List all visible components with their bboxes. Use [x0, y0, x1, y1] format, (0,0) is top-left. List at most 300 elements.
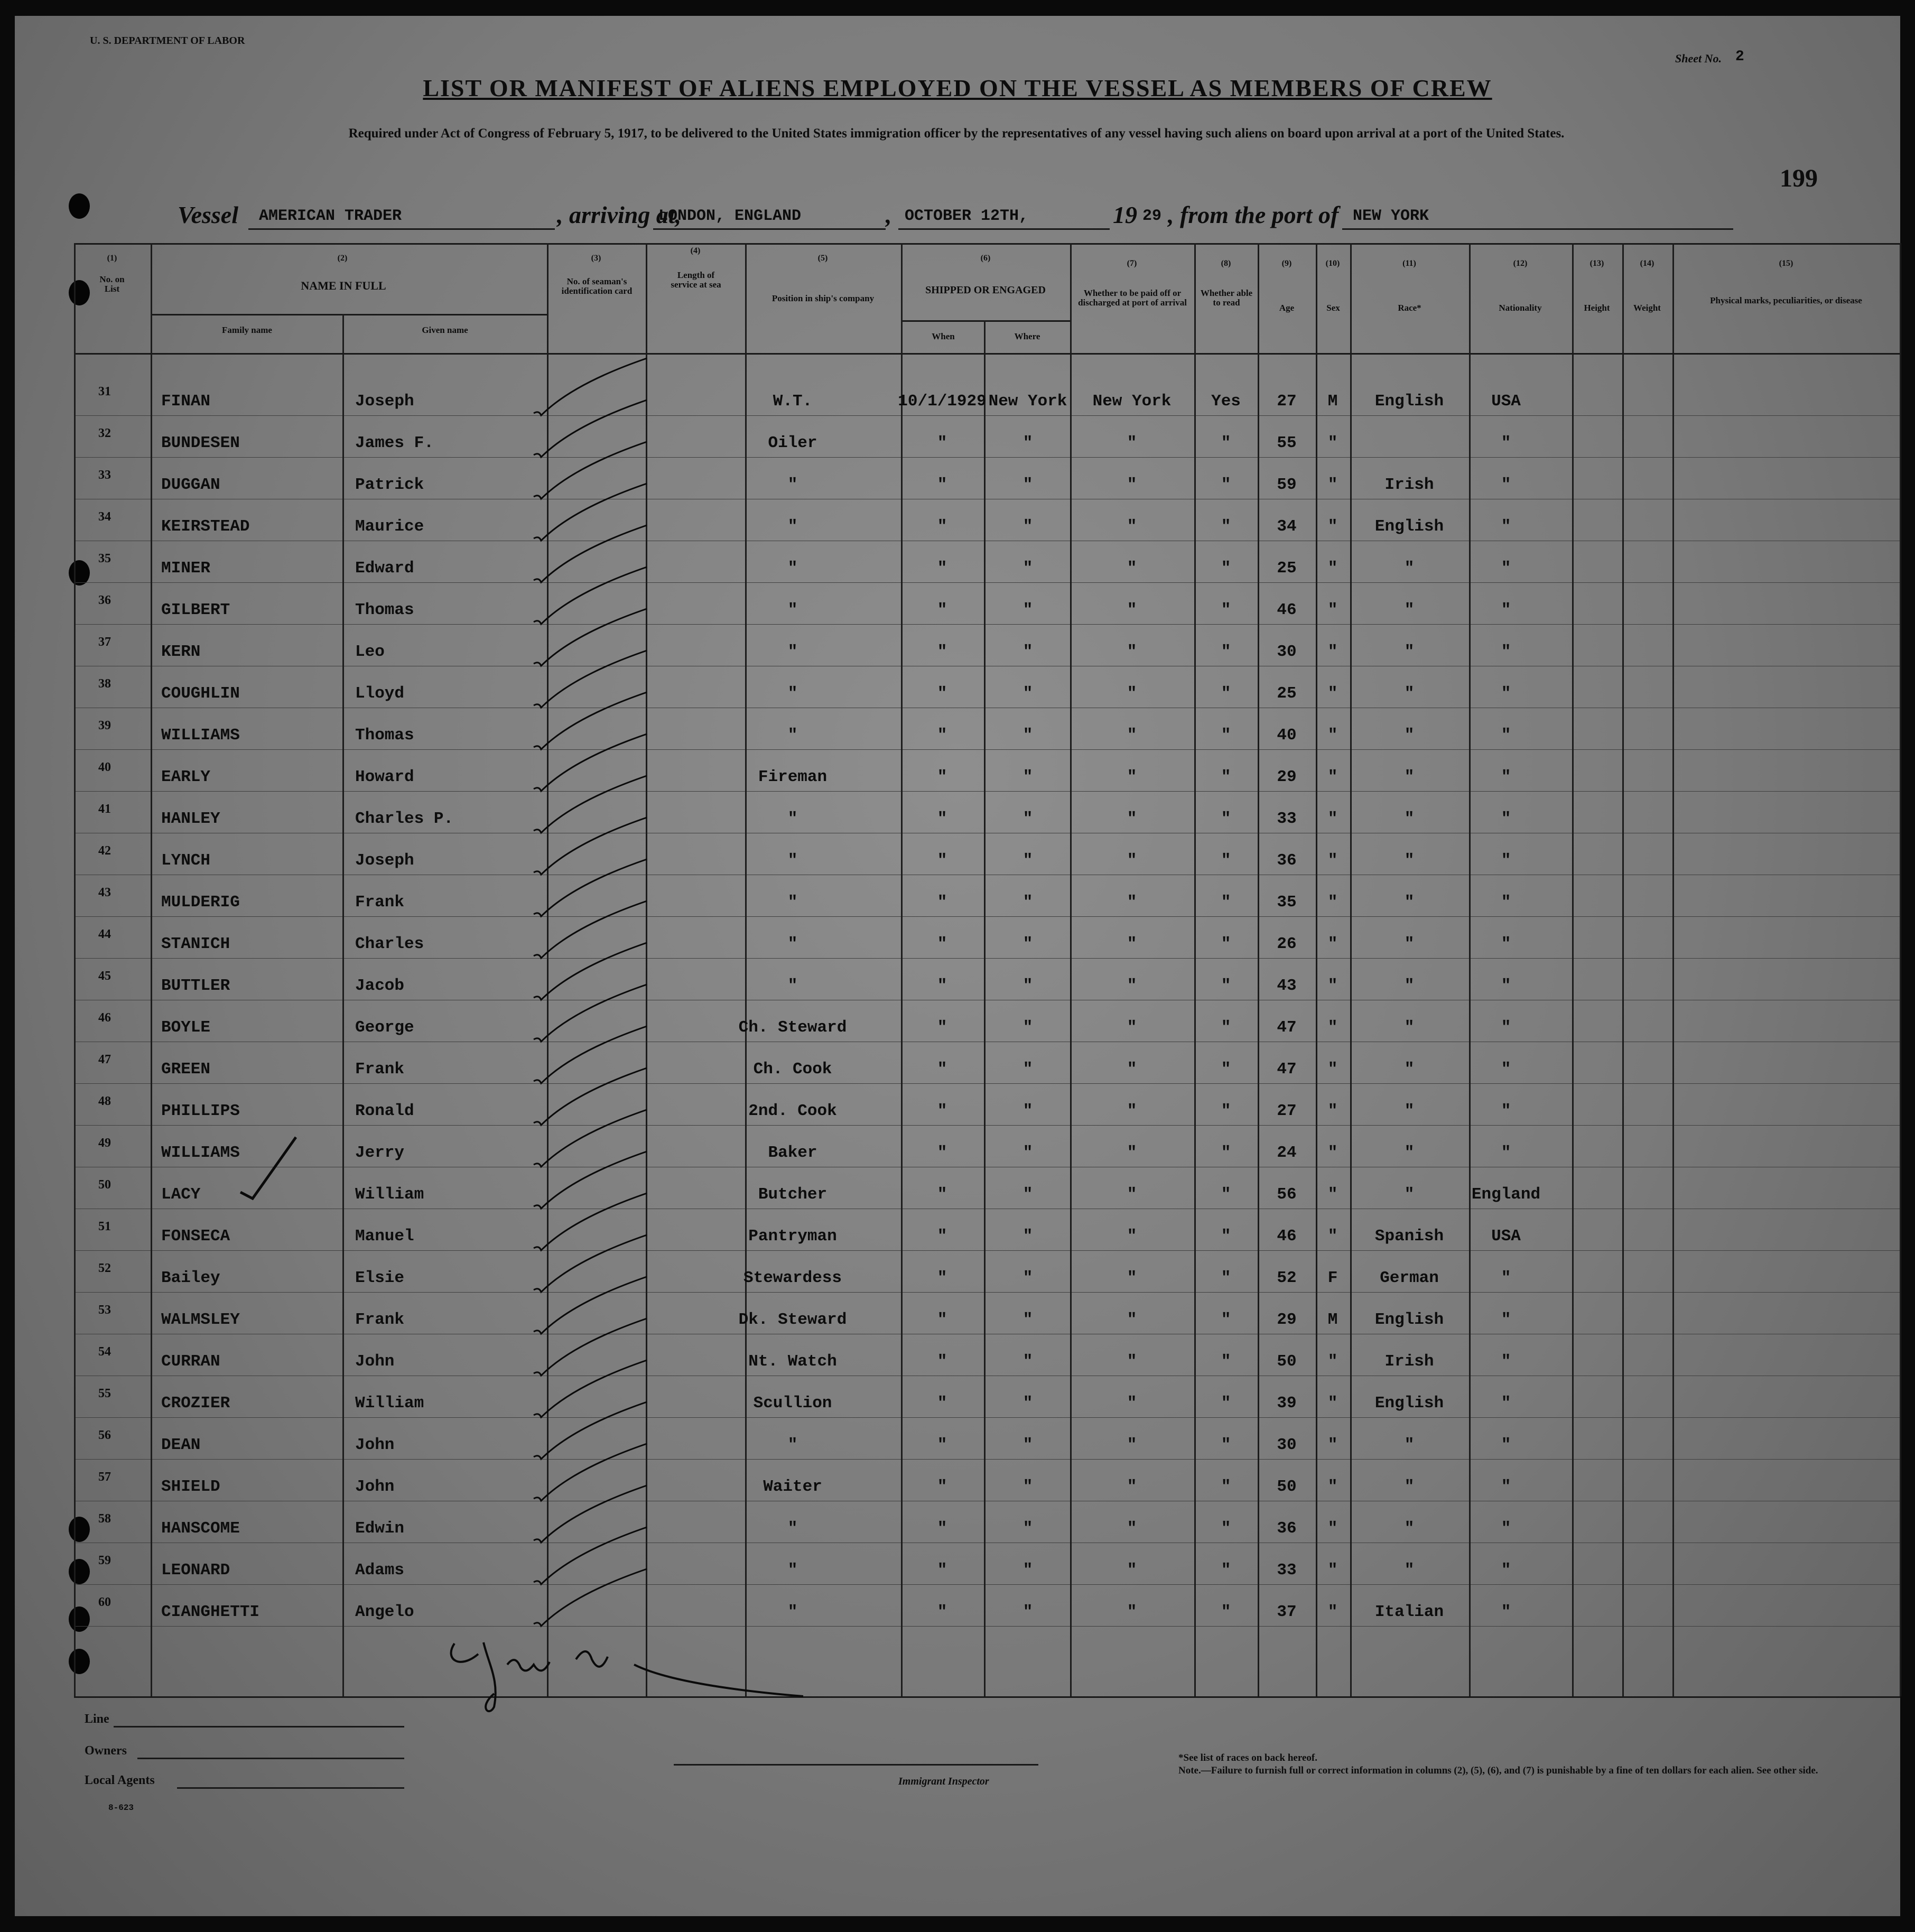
cell-no: 58 [98, 1512, 111, 1526]
binder-hole [69, 1606, 90, 1632]
cell-no: 32 [98, 426, 111, 440]
cell-race: " [1404, 851, 1415, 870]
cell-nationality: " [1501, 1603, 1511, 1621]
cell-given: Thomas [355, 726, 414, 745]
cell-when: " [937, 1603, 947, 1621]
cell-where: " [1022, 1436, 1033, 1454]
col-border [1350, 243, 1352, 1696]
cell-nationality: " [1501, 977, 1511, 995]
cell-paid: " [1127, 1436, 1137, 1454]
cell-family: KEIRSTEAD [161, 517, 250, 536]
id-check-mark [534, 400, 647, 457]
cell-given: Charles [355, 935, 424, 953]
cell-sex: F [1327, 1269, 1338, 1287]
cell-age: 39 [1277, 1394, 1297, 1413]
cell-when: " [937, 851, 947, 870]
cell-when: " [937, 1561, 947, 1580]
cell-race: " [1404, 1185, 1415, 1204]
header-position: Position in ship's company [771, 293, 875, 303]
row-rule [74, 1125, 1900, 1126]
cell-where: " [1022, 1478, 1033, 1496]
cell-where: " [1022, 643, 1033, 661]
form-title: LIST OR MANIFEST OF ALIENS EMPLOYED ON THE VESSEL AS MEMBERS OF CREW [423, 75, 1492, 101]
cell-given: Manuel [355, 1227, 414, 1246]
cell-position: Stewardess [743, 1269, 842, 1287]
col-border [1258, 243, 1259, 1696]
footer-agents-label: Local Agents [85, 1773, 155, 1787]
cell-position: " [787, 1436, 798, 1454]
cell-no: 59 [98, 1554, 111, 1567]
top-border [0, 0, 1915, 16]
from-port: NEW YORK [1353, 207, 1429, 225]
cell-read: " [1221, 1227, 1231, 1246]
cell-no: 46 [98, 1011, 111, 1025]
cell-where: " [1022, 1269, 1033, 1287]
col-border [1070, 243, 1072, 1696]
id-check-mark [534, 484, 647, 541]
cell-position: " [787, 1561, 798, 1580]
arrival-date: OCTOBER 12TH, [905, 207, 1029, 225]
cell-when: " [937, 601, 947, 619]
signature-handwritten [451, 1642, 803, 1711]
cell-position: Scullion [753, 1394, 832, 1413]
cell-nationality: " [1501, 643, 1511, 661]
footer-line-label: Line [85, 1712, 109, 1726]
cell-race: " [1404, 1018, 1415, 1037]
id-check-mark [534, 1527, 647, 1584]
cell-when: " [937, 935, 947, 953]
cell-sex: " [1327, 517, 1338, 536]
vessel-name: AMERICAN TRADER [259, 207, 402, 225]
cell-read: " [1221, 1060, 1231, 1079]
col-num: (10) [1325, 259, 1340, 268]
cell-sex: " [1327, 601, 1338, 619]
cell-paid: " [1127, 810, 1137, 828]
cell-when: " [937, 1185, 947, 1204]
col-border [547, 243, 549, 1696]
cell-read: " [1221, 643, 1231, 661]
cell-nationality: " [1501, 1519, 1511, 1538]
cell-position: " [787, 977, 798, 995]
cell-nationality: " [1501, 434, 1511, 452]
cell-family: FONSECA [161, 1227, 230, 1246]
id-check-mark [534, 1569, 647, 1626]
cell-no: 49 [98, 1136, 111, 1150]
cell-sex: M [1327, 392, 1338, 411]
cell-age: 25 [1277, 559, 1297, 578]
col-border [646, 243, 647, 1696]
binder-hole [69, 1559, 90, 1584]
cell-given: George [355, 1018, 414, 1037]
cell-age: 26 [1277, 935, 1297, 953]
cell-position: Ch. Cook [753, 1060, 832, 1079]
binder-hole [69, 280, 90, 305]
row-rule [74, 1292, 1900, 1293]
cell-position: Nt. Watch [748, 1352, 837, 1371]
cell-given: Angelo [355, 1603, 414, 1621]
cell-sex: " [1327, 1144, 1338, 1162]
cell-position: Waiter [763, 1478, 822, 1496]
id-check-mark [534, 901, 647, 958]
cell-when: " [937, 476, 947, 494]
cell-race: " [1404, 1102, 1415, 1120]
cell-paid: " [1127, 768, 1137, 786]
col-num: (15) [1779, 259, 1793, 268]
cell-no: 31 [98, 385, 111, 398]
cell-read: " [1221, 1519, 1231, 1538]
footer-owners-label: Owners [85, 1744, 127, 1758]
cell-when: " [937, 1436, 947, 1454]
cell-read: " [1221, 601, 1231, 619]
col-border [901, 243, 903, 1696]
cell-position: " [787, 810, 798, 828]
cell-paid: " [1127, 1603, 1137, 1621]
id-check-mark [534, 734, 647, 791]
penalty-note: Note.—Failure to furnish full or correct information in columns (2), (5), (6), and (7) is punishable by a fine of ten dollars for each alien. See other side. [1178, 1765, 1818, 1776]
cell-family: WILLIAMS [161, 1144, 240, 1162]
cell-sex: " [1327, 1478, 1338, 1496]
cell-race: " [1404, 935, 1415, 953]
cell-no: 44 [98, 927, 111, 941]
cell-given: Adams [355, 1561, 405, 1580]
cell-family: PHILLIPS [161, 1102, 240, 1120]
cell-read: " [1221, 1269, 1231, 1287]
header-nationality: Nationality [1499, 303, 1542, 313]
id-check-mark [534, 1068, 647, 1125]
cell-read: " [1221, 1561, 1231, 1580]
cell-family: LACY [161, 1185, 201, 1204]
port-underline [1342, 228, 1733, 230]
cell-nationality: " [1501, 893, 1511, 912]
cell-nationality: " [1501, 601, 1511, 619]
cell-given: Jacob [355, 977, 405, 995]
cell-given: Lloyd [355, 684, 405, 703]
row-rule [74, 1584, 1900, 1585]
cell-read: " [1221, 768, 1231, 786]
cell-race: " [1404, 1561, 1415, 1580]
cell-sex: " [1327, 1018, 1338, 1037]
cell-no: 56 [98, 1428, 111, 1442]
cell-age: 29 [1277, 768, 1297, 786]
cell-sex: " [1327, 893, 1338, 912]
cell-paid: " [1127, 1269, 1137, 1287]
cell-sex: " [1327, 684, 1338, 703]
cell-given: Ronald [355, 1102, 414, 1120]
year-suffix: 29 [1142, 207, 1162, 225]
cell-position: " [787, 643, 798, 661]
col-border [1572, 243, 1574, 1696]
cell-paid: " [1127, 1227, 1137, 1246]
cell-where: " [1022, 810, 1033, 828]
cell-when: " [937, 1478, 947, 1496]
id-check-mark [534, 358, 647, 415]
cell-family: KERN [161, 643, 201, 661]
cell-read: " [1221, 893, 1231, 912]
cell-position: W.T. [773, 392, 813, 411]
cell-position: " [787, 851, 798, 870]
cell-race: " [1404, 643, 1415, 661]
cell-read: " [1221, 434, 1231, 452]
col-num: (14) [1640, 259, 1654, 268]
id-check-mark [534, 1235, 647, 1292]
cell-family: DEAN [161, 1436, 201, 1454]
col-border [1622, 243, 1624, 1696]
cell-sex: M [1327, 1311, 1338, 1329]
date-underline [898, 228, 1110, 230]
cell-position: " [787, 684, 798, 703]
cell-when: " [937, 434, 947, 452]
cell-position: " [787, 1603, 798, 1621]
cell-nationality: " [1501, 935, 1511, 953]
department-line: U. S. DEPARTMENT OF LABOR [90, 35, 245, 47]
cell-position: " [787, 726, 798, 745]
cell-paid: " [1127, 1561, 1137, 1580]
cell-when: " [937, 768, 947, 786]
cell-where: " [1022, 1519, 1033, 1538]
row-rule [74, 624, 1900, 625]
id-check-mark [534, 609, 647, 666]
cell-race: " [1404, 768, 1415, 786]
header-family-name: Family name [222, 325, 272, 335]
header-id-card: No. of seaman's identification card [561, 276, 633, 296]
cell-where: " [1022, 768, 1033, 786]
id-check-mark [534, 692, 647, 749]
cell-family: FINAN [161, 392, 211, 411]
header-when: When [932, 331, 955, 341]
cell-sex: " [1327, 1060, 1338, 1079]
cell-when: " [937, 1519, 947, 1538]
id-check-mark [534, 1360, 647, 1417]
cell-age: 30 [1277, 643, 1297, 661]
header-height: Height [1584, 303, 1610, 313]
cell-family: WILLIAMS [161, 726, 240, 745]
cell-position: " [787, 1519, 798, 1538]
cell-where: " [1022, 1311, 1033, 1329]
cell-position: Ch. Steward [738, 1018, 847, 1037]
owners-underline [137, 1758, 404, 1759]
row-rule [74, 1417, 1900, 1418]
name-subheader-rule [151, 314, 547, 315]
cell-paid: " [1127, 893, 1137, 912]
header-paid-off: Whether to be paid off or discharged at port of arrival [1078, 288, 1187, 308]
cell-given: Edwin [355, 1519, 405, 1538]
cell-sex: " [1327, 1102, 1338, 1120]
cell-family: STANICH [161, 935, 230, 953]
cell-nationality: " [1501, 517, 1511, 536]
row-rule [74, 582, 1900, 583]
cell-paid: " [1127, 1478, 1137, 1496]
cell-no: 45 [98, 969, 111, 983]
cell-no: 48 [98, 1094, 111, 1108]
cell-no: 55 [98, 1387, 111, 1400]
cell-paid: " [1127, 1394, 1137, 1413]
row-rule [74, 415, 1900, 416]
cell-family: COUGHLIN [161, 684, 240, 703]
cell-given: John [355, 1478, 395, 1496]
form-subtitle: Required under Act of Congress of February 5, 1917, to be delivered to the United States immigration officer by the representatives of any vessel having such aliens on board upon arrival at a port of the United States. [348, 126, 1565, 141]
cell-given: Leo [355, 643, 385, 661]
cell-race: Irish [1384, 1352, 1434, 1371]
cell-sex: " [1327, 559, 1338, 578]
cell-position: " [787, 601, 798, 619]
cell-nationality: England [1471, 1185, 1541, 1204]
row-rule [74, 958, 1900, 959]
cell-age: 40 [1277, 726, 1297, 745]
cell-race: " [1404, 1478, 1415, 1496]
cell-read: " [1221, 1478, 1231, 1496]
id-check-mark [534, 1110, 647, 1167]
col-num: (2) [337, 254, 348, 263]
cell-paid: " [1127, 559, 1137, 578]
id-check-mark [534, 776, 647, 833]
races-note: *See list of races on back hereof. [1178, 1752, 1317, 1763]
cell-read: " [1221, 684, 1231, 703]
cell-sex: " [1327, 1352, 1338, 1371]
cell-family: Bailey [161, 1269, 220, 1287]
cell-sex: " [1327, 434, 1338, 452]
col-num: (13) [1589, 259, 1604, 268]
cell-family: BOYLE [161, 1018, 211, 1037]
cell-family: HANSCOME [161, 1519, 240, 1538]
cell-when: " [937, 726, 947, 745]
cell-given: William [355, 1185, 424, 1204]
cell-read: " [1221, 1436, 1231, 1454]
cell-age: 27 [1277, 392, 1297, 411]
header-name-in-full: NAME IN FULL [301, 279, 386, 292]
cell-race: English [1374, 1311, 1444, 1329]
cell-sex: " [1327, 726, 1338, 745]
cell-sex: " [1327, 1394, 1338, 1413]
arriving-label: , arriving at, [557, 201, 682, 228]
cell-age: 27 [1277, 1102, 1297, 1120]
binder-hole [69, 1517, 90, 1542]
cell-given: Patrick [355, 476, 424, 494]
cell-nationality: " [1501, 1144, 1511, 1162]
cell-given: Jerry [355, 1144, 405, 1162]
cell-where: " [1022, 476, 1033, 494]
cell-given: Frank [355, 1311, 405, 1329]
sheet-label: Sheet No. [1675, 52, 1722, 65]
col-num: (4) [690, 246, 701, 255]
cell-race: English [1374, 1394, 1444, 1413]
cell-nationality: USA [1491, 392, 1521, 411]
cell-paid: " [1127, 476, 1137, 494]
bottom-border [0, 1916, 1915, 1932]
cell-given: Howard [355, 768, 414, 786]
cell-sex: " [1327, 1519, 1338, 1538]
col-border [745, 243, 747, 1696]
id-check-mark [534, 859, 647, 916]
table-bottom-rule [74, 1696, 1900, 1698]
year-prefix: 19 [1113, 201, 1137, 228]
cell-race: " [1404, 893, 1415, 912]
from-label: , from the port of [1168, 201, 1339, 228]
cell-read: " [1221, 1102, 1231, 1120]
id-check-mark [534, 984, 647, 1042]
cell-when: " [937, 643, 947, 661]
cell-read: " [1221, 1311, 1231, 1329]
cell-family: BUTTLER [161, 977, 230, 995]
cell-nationality: " [1501, 1394, 1511, 1413]
cell-family: GREEN [161, 1060, 211, 1079]
cell-when: " [937, 1352, 947, 1371]
cell-given: Thomas [355, 601, 414, 619]
col-num: (9) [1281, 259, 1292, 268]
header-weight: Weight [1633, 303, 1661, 313]
cell-no: 43 [98, 886, 111, 899]
cell-paid: " [1127, 1060, 1137, 1079]
id-check-mark [534, 818, 647, 875]
cell-given: James F. [355, 434, 434, 452]
cell-no: 33 [98, 468, 111, 482]
cell-position: Baker [768, 1144, 817, 1162]
cell-when: " [937, 893, 947, 912]
cell-read: " [1221, 851, 1231, 870]
col-num: (6) [980, 254, 991, 263]
cell-race: " [1404, 726, 1415, 745]
cell-nationality: " [1501, 810, 1511, 828]
cell-no: 36 [98, 593, 111, 607]
cell-sex: " [1327, 643, 1338, 661]
col-border [1672, 243, 1674, 1696]
inspector-label: Immigrant Inspector [898, 1776, 989, 1787]
col-border [984, 320, 986, 1696]
cell-given: William [355, 1394, 424, 1413]
cell-when: " [937, 1102, 947, 1120]
cell-age: 33 [1277, 810, 1297, 828]
cell-age: 34 [1277, 517, 1297, 536]
cell-nationality: " [1501, 1311, 1511, 1329]
cell-read: " [1221, 559, 1231, 578]
col-num: (12) [1513, 259, 1528, 268]
cell-nationality: " [1501, 1561, 1511, 1580]
cell-race: German [1380, 1269, 1439, 1287]
cell-paid: " [1127, 601, 1137, 619]
cell-no: 34 [98, 510, 111, 524]
id-check-mark [534, 1151, 647, 1209]
binder-hole [69, 1649, 90, 1674]
agents-underline [177, 1787, 404, 1789]
cell-sex: " [1327, 1603, 1338, 1621]
cell-when: 10/1/1929 [898, 392, 987, 411]
header-race: Race* [1398, 303, 1421, 313]
cell-when: " [937, 1227, 947, 1246]
header-bottom-rule [74, 353, 1900, 355]
cell-family: LYNCH [161, 851, 211, 870]
cell-paid: " [1127, 977, 1137, 995]
cell-no: 40 [98, 760, 111, 774]
cell-when: " [937, 517, 947, 536]
cell-age: 47 [1277, 1060, 1297, 1079]
header-no-on-list: No. on List [99, 274, 125, 294]
cell-no: 42 [98, 844, 111, 858]
left-border [0, 0, 15, 1932]
cell-family: EARLY [161, 768, 211, 786]
arriving-place: LONDON, ENGLAND [658, 207, 802, 225]
cell-race: Irish [1384, 476, 1434, 494]
row-rule [74, 1083, 1900, 1084]
vessel-underline [248, 228, 555, 230]
col-border [342, 314, 344, 1696]
cell-where: " [1022, 1018, 1033, 1037]
cell-read: " [1221, 810, 1231, 828]
cell-race: Italian [1374, 1603, 1444, 1621]
id-check-mark [534, 1444, 647, 1501]
cell-sex: " [1327, 768, 1338, 786]
header-shipped: SHIPPED OR ENGAGED [925, 284, 1046, 296]
cell-where: " [1022, 559, 1033, 578]
header-marks: Physical marks, peculiarities, or disease [1710, 295, 1862, 305]
